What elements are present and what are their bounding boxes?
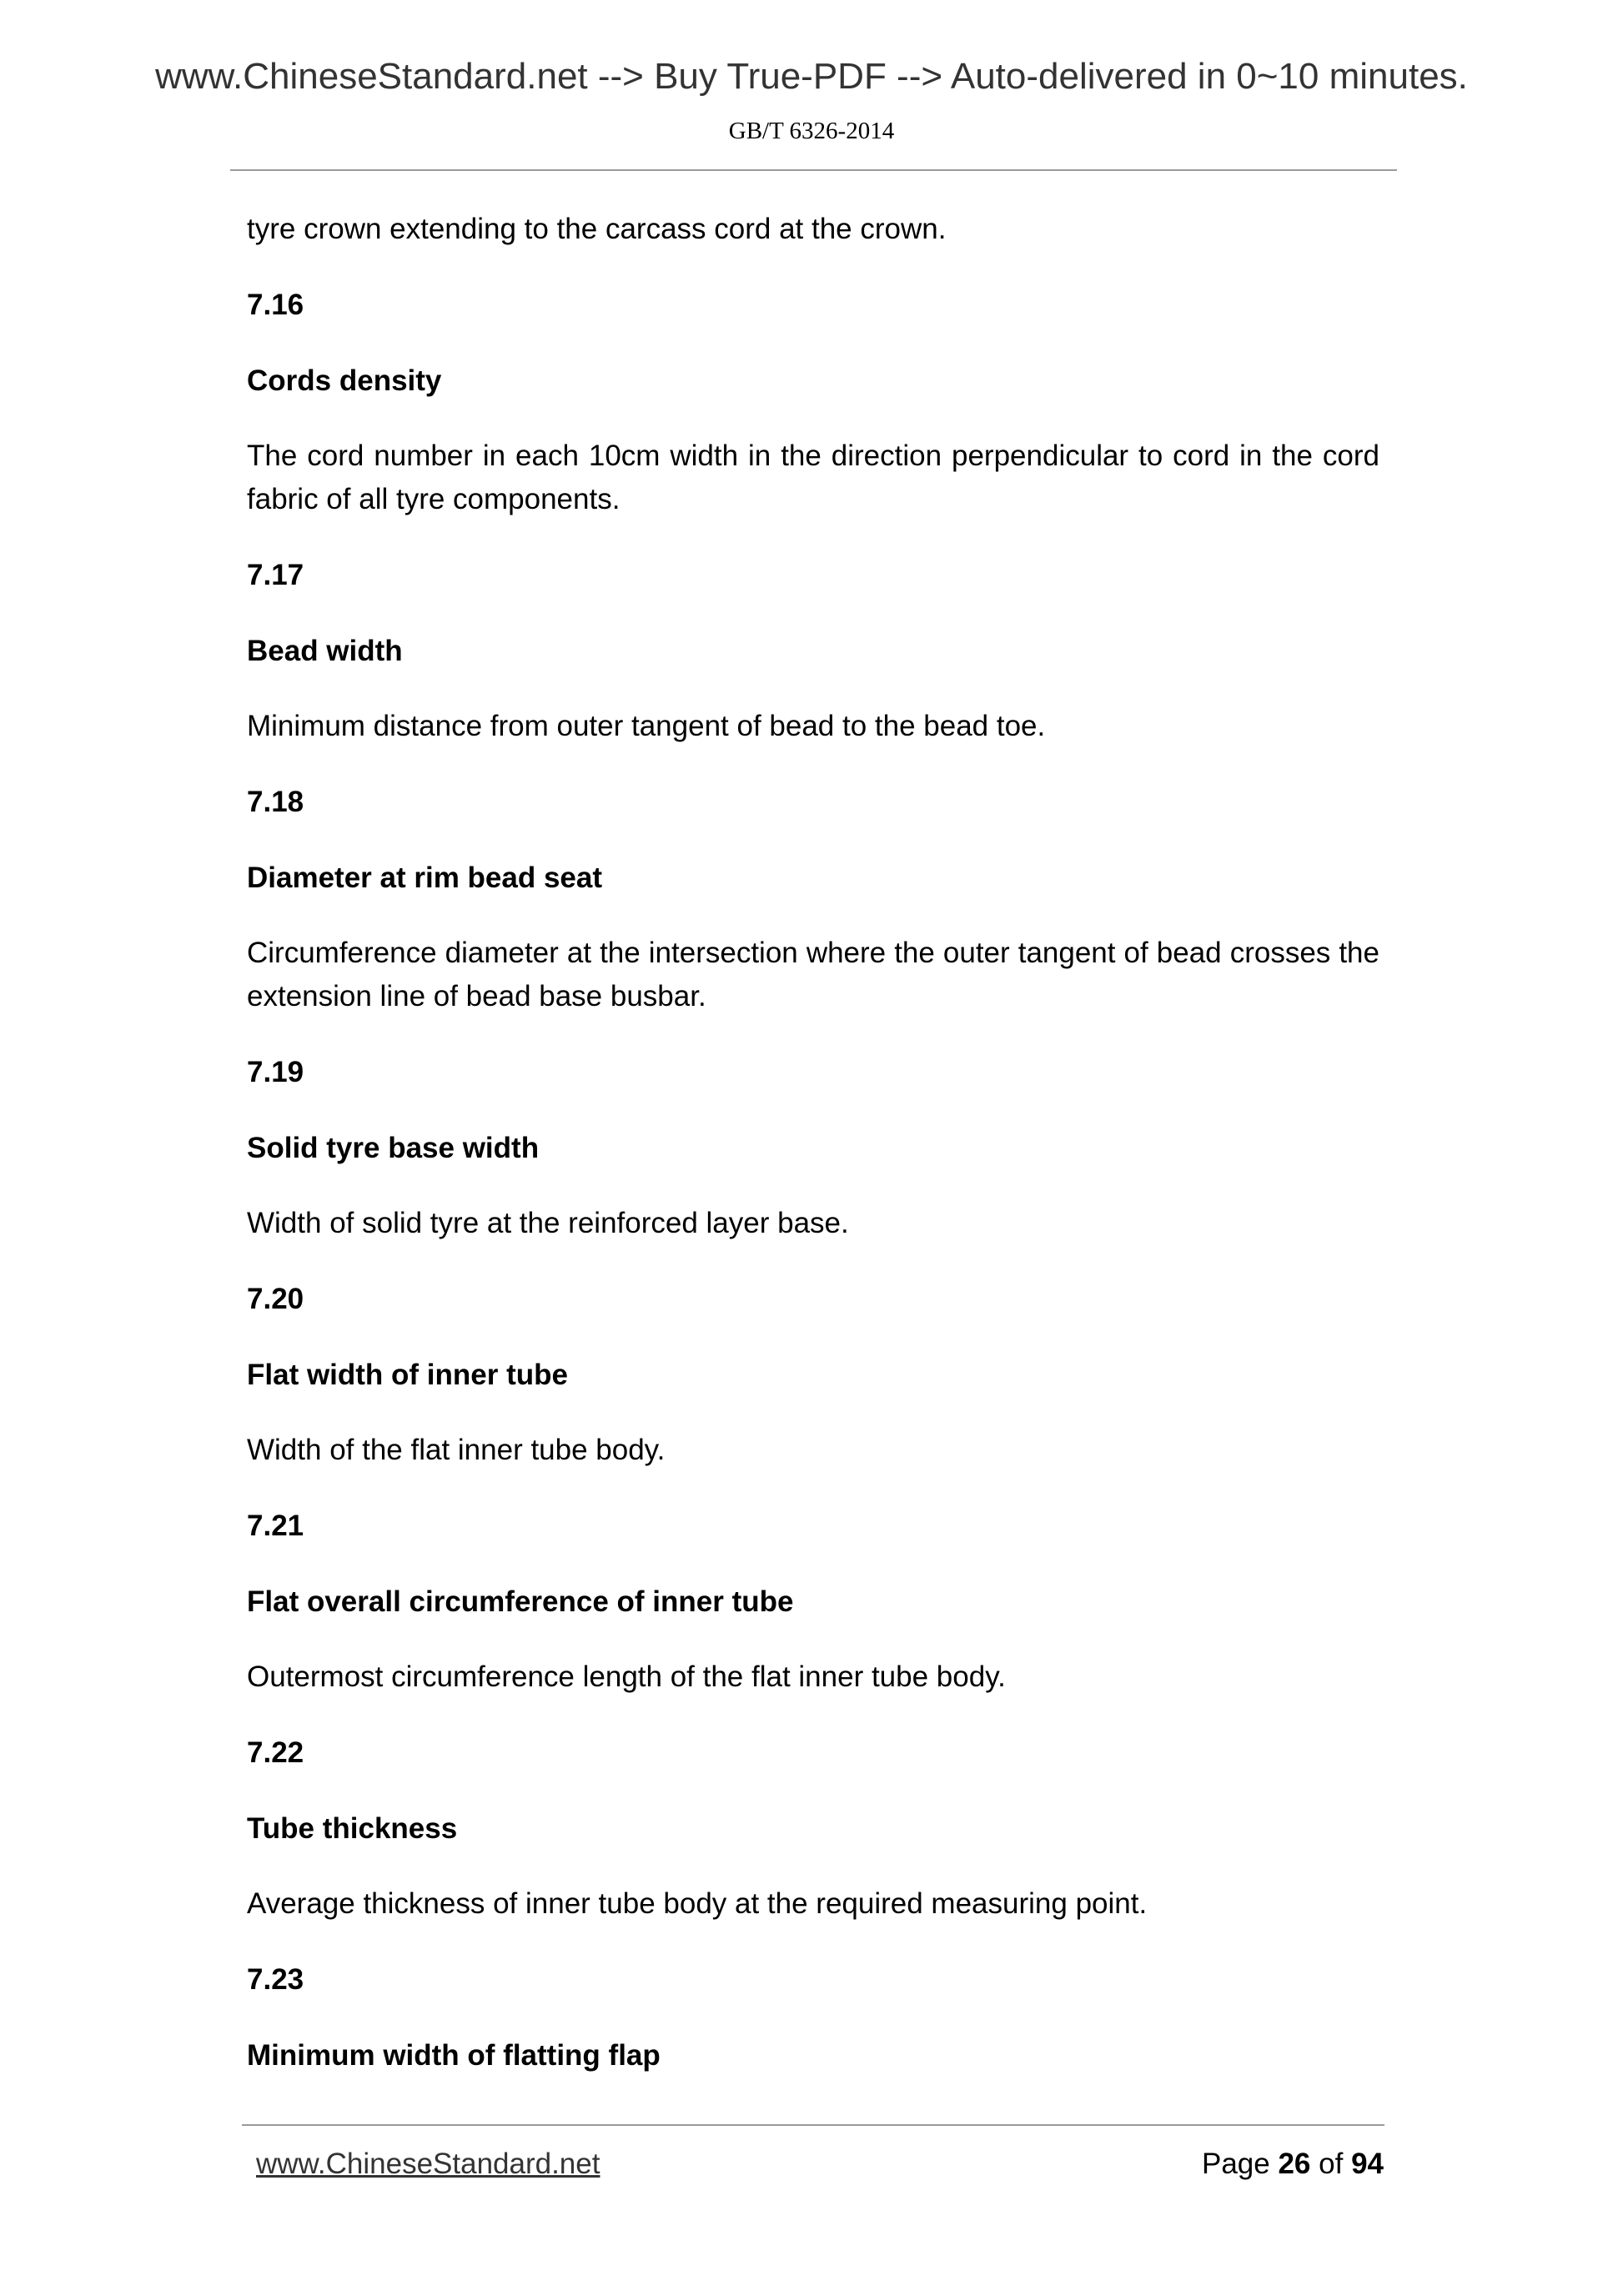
section-term: Minimum width of flatting flap	[247, 2039, 661, 2072]
section-definition: The cord number in each 10cm width in the direction perpendicular to cord in the cord fabric of all tyre components.	[247, 440, 1379, 515]
section-definition: Width of the flat inner tube body.	[247, 1434, 666, 1466]
section-term: Tube thickness	[247, 1812, 458, 1845]
section-term: Diameter at rim bead seat	[247, 862, 603, 894]
page-label: Page	[1201, 2148, 1270, 2180]
intro-continuation: tyre crown extending to the carcass cord at the crown.	[247, 213, 947, 245]
section-number: 7.18	[247, 786, 304, 818]
section-number: 7.16	[247, 289, 304, 321]
section-number: 7.23	[247, 1963, 304, 1996]
page-of-label: of	[1319, 2148, 1344, 2180]
section-definition: Outermost circumference length of the flat inner tube body.	[247, 1660, 1006, 1693]
header-banner: www.ChineseStandard.net --> Buy True-PDF --> Auto-delivered in 0~10 minutes.	[155, 56, 1468, 97]
section-definition: Circumference diameter at the intersection where the outer tangent of bead crosses the extension line of bead base busbar.	[247, 937, 1379, 1012]
footer-divider	[242, 2124, 1384, 2126]
section-term: Cords density	[247, 364, 442, 397]
page-current-number: 26	[1278, 2148, 1311, 2180]
section-number: 7.17	[247, 559, 304, 591]
section-term: Flat width of inner tube	[247, 1359, 568, 1391]
section-definition: Average thickness of inner tube body at the required measuring point.	[247, 1887, 1148, 1920]
section-definition: Minimum distance from outer tangent of bead to the bead toe.	[247, 710, 1046, 742]
page-indicator	[1202, 2148, 1384, 2181]
section-definition: Width of solid tyre at the reinforced layer base.	[247, 1207, 849, 1239]
section-number: 7.20	[247, 1283, 304, 1315]
section-term: Solid tyre base width	[247, 1132, 540, 1164]
header-divider	[230, 169, 1397, 171]
page-total-number: 94	[1351, 2148, 1384, 2180]
section-term: Bead width	[247, 635, 403, 667]
section-term: Flat overall circumference of inner tube	[247, 1585, 794, 1618]
section-number: 7.19	[247, 1056, 304, 1088]
footer-site-link[interactable]: www.ChineseStandard.net	[256, 2148, 600, 2180]
section-number: 7.21	[247, 1510, 304, 1542]
section-number: 7.22	[247, 1736, 304, 1769]
standard-code: GB/T 6326-2014	[728, 118, 895, 144]
